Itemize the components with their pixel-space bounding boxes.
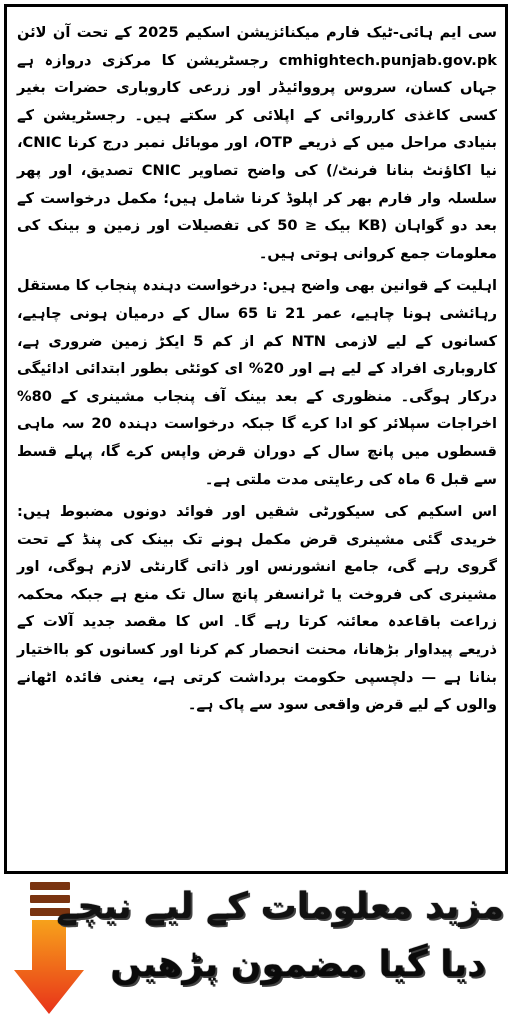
footer-line-2: دیا گیا مضمون پڑھیں xyxy=(110,944,486,985)
article-paragraph-3: اس اسکیم کی سیکورٹی شقیں اور فوائد دونوں مضبوط ہیں: خریدی گئی مشینری قرض مکمل ہونے تک بینک کی پنڈ کے تحت گروی رہے گی، جامع انشورنس اور ذاتی گارنٹی لازم ہوگی، اور مشینری کی فروخت یا ٹرانسفر پانچ سال تک منع ہے جبکہ محکمہ زراعت باقاعدہ معائنہ کرتا رہے گا۔ اس کا مقصد جدید آلات کے ذریعے پیداوار بڑھانا، محنت انحصار کم کرنا اور کسانوں کو بااختیار بنانا ہے — دلچسپی حکومت برداشت کرتی ہے، یعنی فائدہ اٹھانے والوں کے لیے قرض واقعی سود سے پاک ہے۔ xyxy=(17,503,497,714)
article-paragraph-1: سی ایم ہائی-ٹیک فارم میکنائزیشن اسکیم 2025 کے تحت آن لائن cmhightech.punjab.gov.pk رجسٹریشن کا مرکزی دروازہ ہے جہاں کسان، سروس پرووائیڈر اور زرعی کاروباری حضرات بغیر کسی کاغذی کارروائی کے اپلائی کر سکتے ہیں۔ رجسٹریشن کے بنیادی مراحل میں کے ذریعے OTP، اور موبائل نمبر درج کرنا CNIC، نیا اکاؤنٹ بنانا فرنٹ/) کی واضح تصاویر CNIC تصدیق، اور پھر سلسلہ وار فارم بھر کر اپلوڈ کرنا شامل ہیں؛ مکمل درخواست کے بعد دو گواہان (KB بیک ≤ 50 کی تفصیلات اور زمین و بینک کی معلومات جمع کروانی ہوتی ہیں۔ xyxy=(17,24,498,262)
article-paragraph-2: اہلیت کے قوانین بھی واضح ہیں: درخواست دہندہ پنجاب کا مستقل رہائشی ہونا چاہیے، عمر 21 تا 65 سال کے درمیان ہونی چاہیے، کسانوں کے لیے لازمی NTN کم از کم 5 ایکڑ زمین ضروری ہے، کاروباری افراد کے لیے ہے اور 20% ای کوئٹی بطور ابتدائی ادائیگی درکار ہوگی۔ منظوری کے بعد بینک آف پنجاب مشینری کے 80% اخراجات سپلائر کو ادا کرے گا جبکہ درخواست دہندہ 20 سہ ماہی قسطوں میں پانچ سال کے دوران قرض واپس کرے گا، پہلے قسط سے قبل 6 ماہ کی رعایتی مدت ملتی ہے۔ xyxy=(17,277,498,488)
article-frame xyxy=(4,4,508,874)
footer-callout xyxy=(56,878,504,1018)
footer-line-1: مزید معلومات کے لیے نیچے xyxy=(56,886,504,927)
